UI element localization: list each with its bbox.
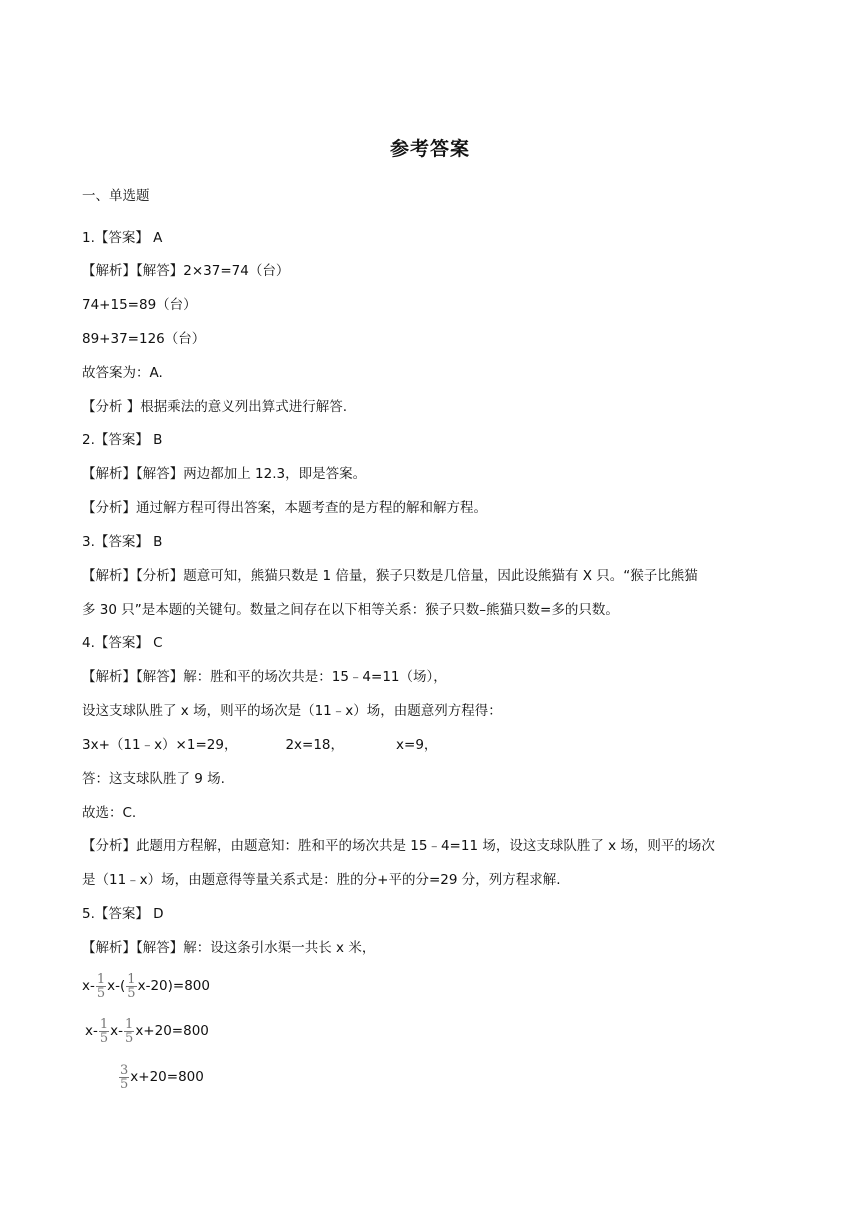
- fraction: $\frac{1}{5}$: [99, 1016, 109, 1046]
- answer-1-line: 故答案为：A.: [82, 365, 163, 381]
- answer-4-line: 【解析】【解答】解：胜和平的场次共是：15﹣4=11（场），: [82, 669, 447, 685]
- answer-3-line: 多 30 只”是本题的关键句。数量之间存在以下相等关系：猴子只数–熊猫只数=多的只数。: [82, 602, 619, 618]
- fraction: $\frac{3}{5}$: [120, 1062, 129, 1092]
- answer-4-equations: [82, 735, 437, 755]
- fraction: $\frac{1}{5}$: [96, 971, 106, 1001]
- answer-1-line: 89+37=126（台）: [82, 331, 206, 347]
- equation-a: 3x+（11﹣x）×1=29，: [82, 737, 238, 753]
- answer-4-line: 设这支球队胜了 x 场，则平的场次是（11﹣x）场，由题意列方程得：: [82, 703, 502, 719]
- fraction: $\frac{1}{5}$: [125, 1016, 134, 1046]
- equation-b: 2x=18，: [285, 737, 345, 753]
- fraction: $\frac{1}{5}$: [127, 971, 136, 1001]
- answer-2-analysis: 【分析】通过解方程可得出答案，本题考查的是方程的解和解方程。: [82, 500, 487, 516]
- answer-3-line: 【解析】【分析】题意可知，熊猫只数是 1 倍量，猴子只数是几倍量，因此设熊猫有 X 只。“猴子比熊猫: [82, 568, 698, 584]
- answer-2-line: 【解析】【解答】两边都加上 12.3，即是答案。: [82, 466, 367, 482]
- page-title: 参考答案: [389, 138, 470, 160]
- equation-c: x=9，: [396, 737, 438, 753]
- answer-5-heading: 5.【答案】 D: [82, 906, 164, 922]
- answer-2-heading: 2.【答案】 B: [82, 432, 163, 448]
- answer-5-line: 【解析】【解答】解：设这条引水渠一共长 x 米，: [82, 940, 376, 956]
- answer-1-heading: 1.【答案】 A: [82, 230, 163, 246]
- answer-4-line: 答：这支球队胜了 9 场.: [82, 771, 225, 787]
- section-heading: 一、单选题: [82, 188, 150, 204]
- answer-3-heading: 3.【答案】 B: [82, 534, 163, 550]
- answer-5-equation-1: x- $\frac{1}{5}$ x-( $\frac{1}{5}$ x-20)=800: [82, 971, 210, 1001]
- answer-4-analysis: 【分析】此题用方程解，由题意知：胜和平的场次共是 15﹣4=11 场，设这支球队胜了 x 场，则平的场次: [82, 838, 715, 854]
- answer-5-equation-3: $\frac{3}{5}$ x+20=800: [120, 1062, 204, 1092]
- answer-4-line: 故选：C.: [82, 805, 137, 821]
- answer-1-analysis: 【分析 】根据乘法的意义列出算式进行解答.: [82, 399, 348, 415]
- answer-4-heading: 4.【答案】 C: [82, 635, 163, 651]
- answer-1-line: 74+15=89（台）: [82, 297, 197, 313]
- answer-1-line: 【解析】【解答】2×37=74（台）: [82, 263, 290, 279]
- answer-5-equation-2: x- $\frac{1}{5}$ x- $\frac{1}{5}$ x+20=800: [85, 1016, 209, 1046]
- answer-4-analysis: 是（11﹣x）场，由题意得等量关系式是：胜的分+平的分=29 分，列方程求解.: [82, 872, 561, 888]
